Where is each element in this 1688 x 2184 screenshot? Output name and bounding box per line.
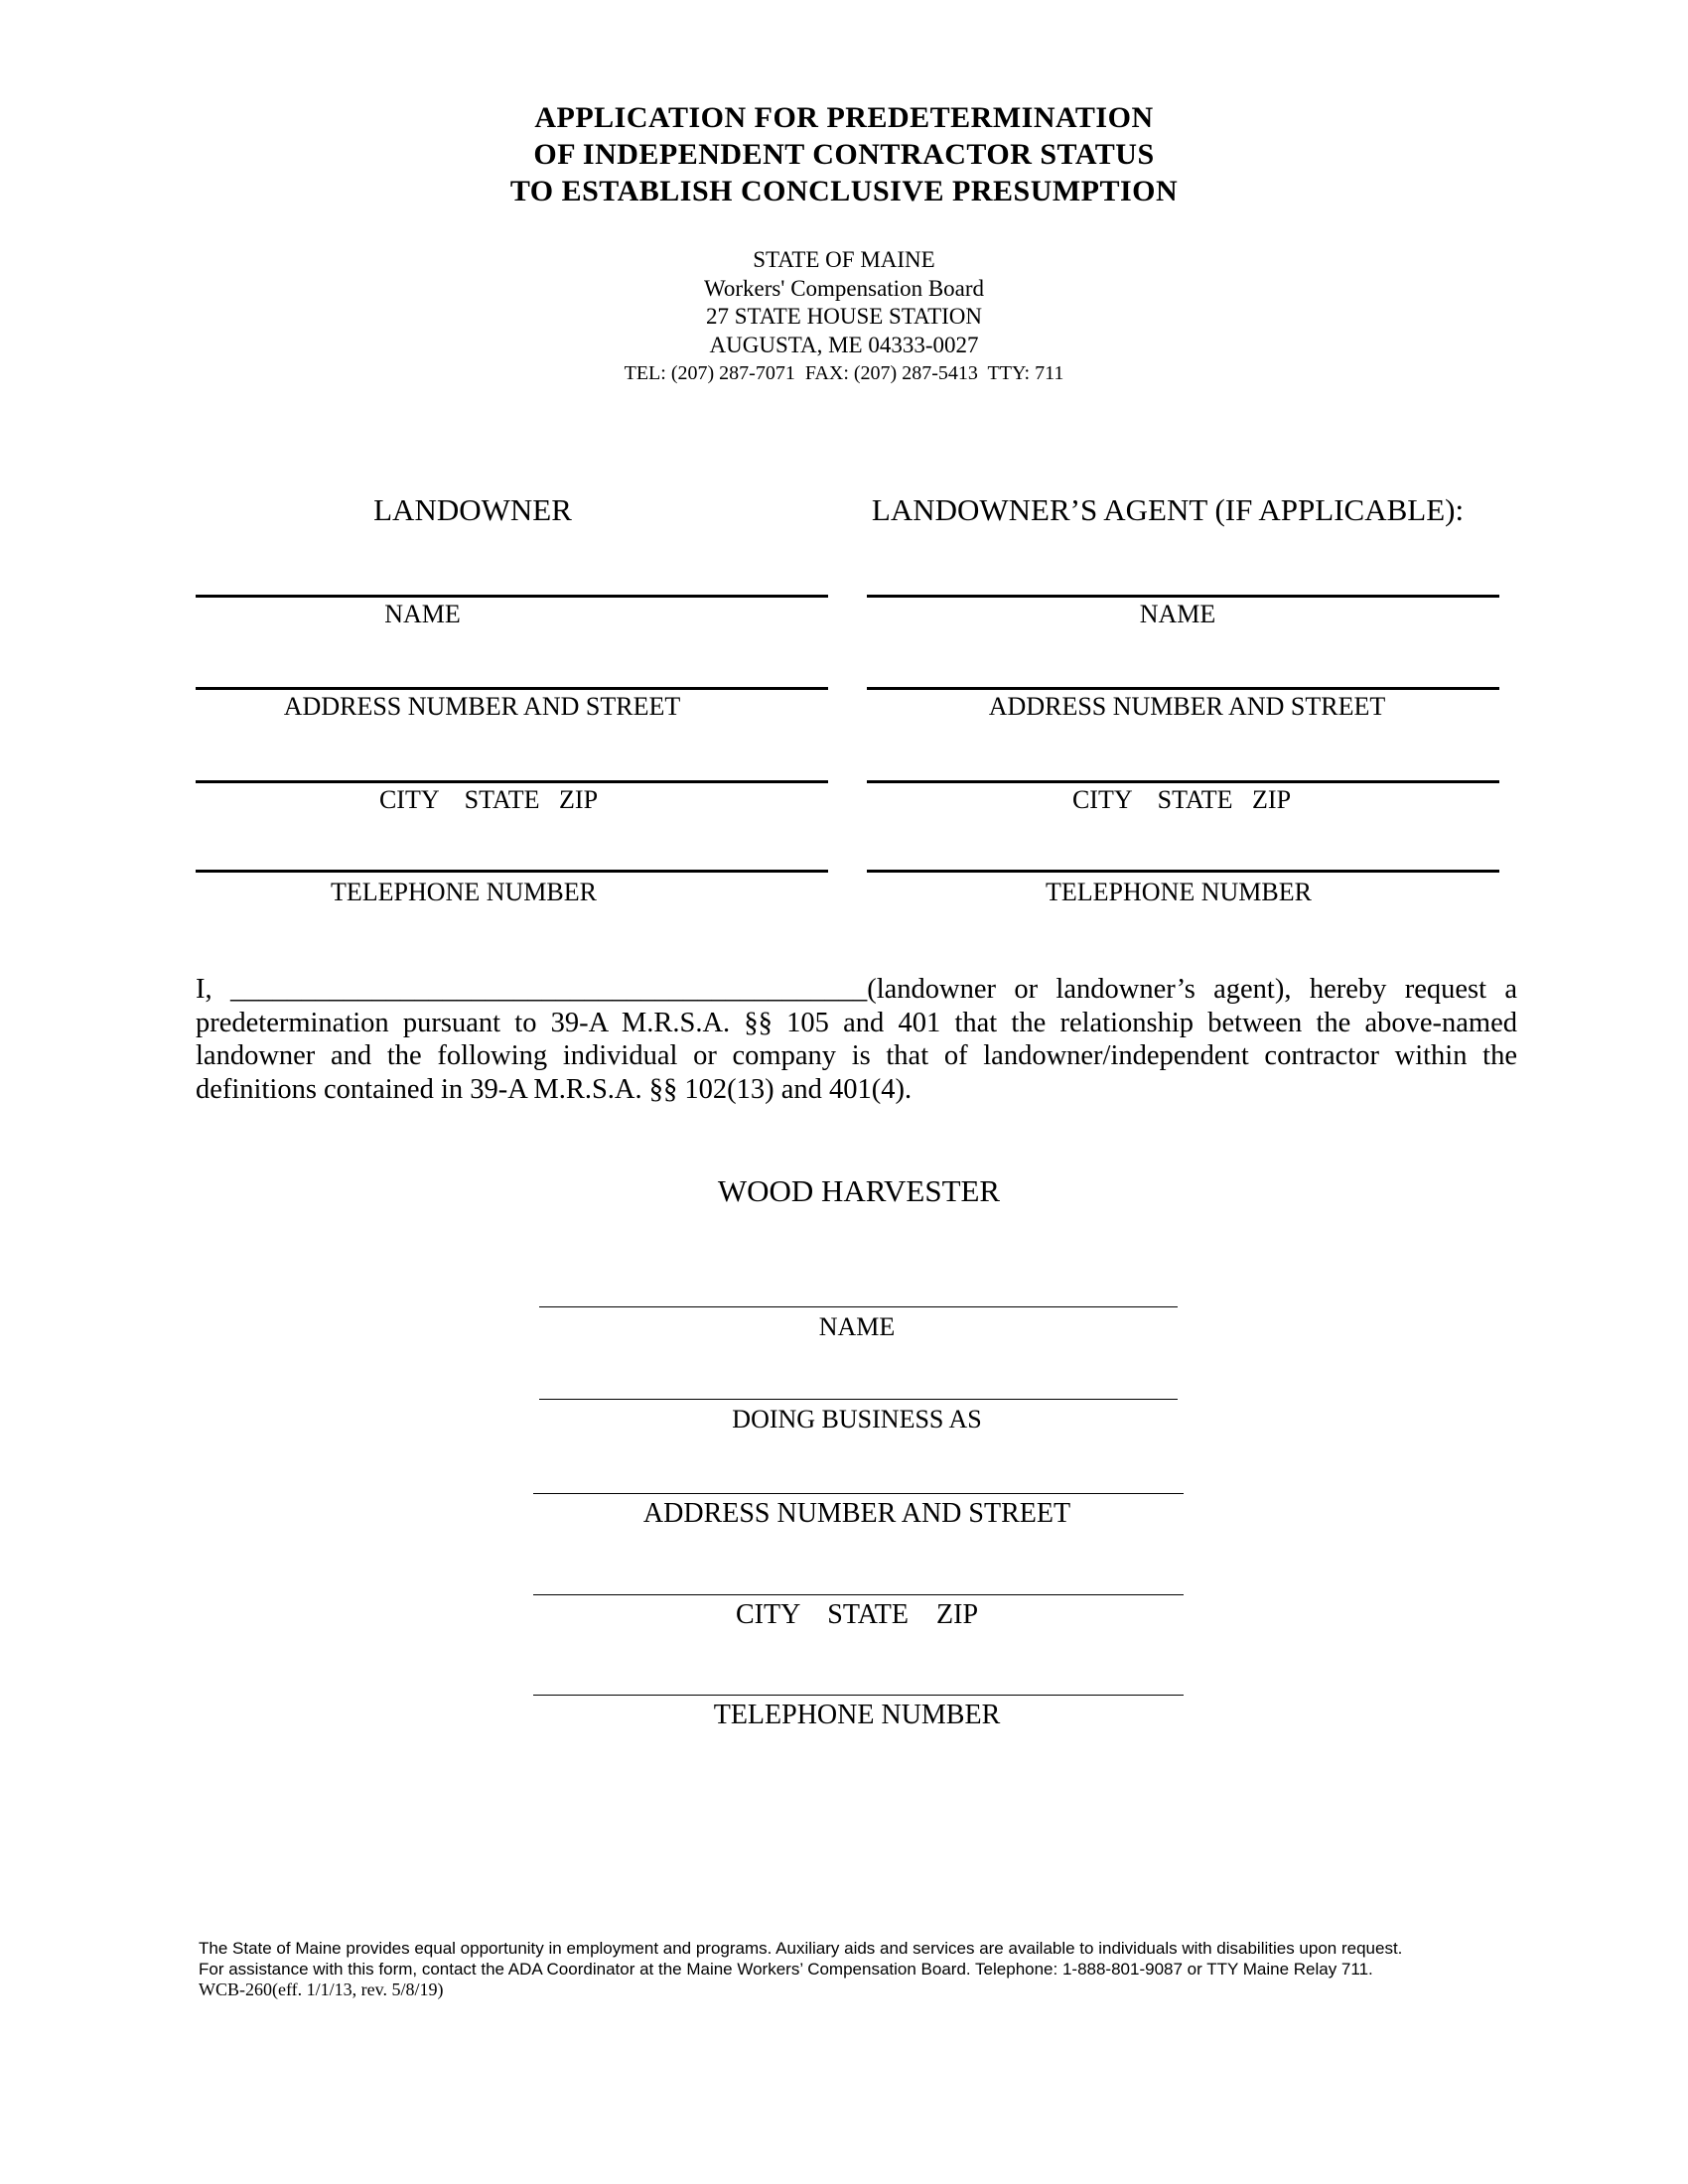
agency-street: 27 STATE HOUSE STATION: [705, 304, 983, 329]
harvester-phone-field[interactable]: [533, 1695, 1184, 1696]
title-line-3: TO ESTABLISH CONCLUSIVE PRESUMPTION: [509, 175, 1179, 207]
harvester-address-label: ADDRESS NUMBER AND STREET: [642, 1498, 1071, 1529]
footer: [199, 1938, 1402, 2000]
title-line-1: APPLICATION FOR PREDETERMINATION: [534, 101, 1154, 134]
landowner-phone-label: TELEPHONE NUMBER: [331, 878, 597, 906]
landowner-name-label: NAME: [384, 600, 461, 628]
requester-name-blank[interactable]: _____________________________________________: [229, 974, 868, 1005]
agency-board: Workers' Compensation Board: [703, 275, 985, 301]
landowner-city-label: CITY STATE ZIP: [378, 785, 599, 814]
agent-address-label: ADDRESS NUMBER AND STREET: [988, 692, 1386, 721]
agency-state: STATE OF MAINE: [753, 247, 935, 272]
landowner-address-field[interactable]: [196, 687, 828, 690]
harvester-dba-label: DOING BUSINESS AS: [732, 1405, 982, 1433]
harvester-address-field[interactable]: [533, 1493, 1184, 1494]
agent-phone-field[interactable]: [867, 870, 1499, 873]
agent-name-label: NAME: [1139, 600, 1216, 628]
footer-ada-contact: For assistance with this form, contact the ADA Coordinator at the Maine Workers’ Compensation Board. Telephone: 1-888-801-9087 or TTY Maine Relay 711.: [199, 1960, 1373, 1979]
agent-city-label: CITY STATE ZIP: [1071, 785, 1292, 814]
landowner-heading: LANDOWNER: [373, 492, 572, 527]
request-text: (landowner or landowner’s agent), hereby request a predetermination pursuant to 39-A M.R.S.A. §§ 105 and 401 that the relationship between the above-named landowner and the following individual or company is that of landowner/independent contractor within the definitions contained in 39-A M.R.S.A. §§ 102(13) and 401(4).: [196, 974, 1517, 1105]
agent-name-field[interactable]: [867, 595, 1499, 598]
harvester-city-label: CITY STATE ZIP: [735, 1599, 979, 1630]
landowner-phone-field[interactable]: [196, 870, 828, 873]
form-id: WCB-260(eff. 1/1/13, rev. 5/8/19): [199, 1979, 444, 1999]
harvester-name-label: NAME: [818, 1312, 896, 1341]
title-line-2: OF INDEPENDENT CONTRACTOR STATUS: [533, 138, 1155, 171]
agency-phones: TEL: (207) 287-7071 FAX: (207) 287-5413 TTY: 711: [624, 362, 1064, 384]
agency-address: [0, 246, 1688, 388]
harvester-phone-label: TELEPHONE NUMBER: [713, 1700, 1001, 1730]
landowner-address-label: ADDRESS NUMBER AND STREET: [283, 692, 681, 721]
harvester-city-field[interactable]: [533, 1594, 1184, 1595]
footer-equal-opportunity: The State of Maine provides equal opportunity in employment and programs. Auxiliary aids and services are available to individuals with disabilities upon request.: [199, 1939, 1403, 1958]
harvester-dba-field[interactable]: [539, 1399, 1178, 1400]
landowner-city-field[interactable]: [196, 780, 828, 783]
agent-city-field[interactable]: [867, 780, 1499, 783]
landowner-name-field[interactable]: [196, 595, 828, 598]
harvester-heading: WOOD HARVESTER: [717, 1173, 1001, 1208]
request-paragraph: [196, 973, 1517, 1106]
form-title: [0, 99, 1688, 209]
harvester-name-field[interactable]: [539, 1306, 1178, 1307]
agent-heading: LANDOWNER’S AGENT (IF APPLICABLE):: [871, 492, 1465, 527]
agent-address-field[interactable]: [867, 687, 1499, 690]
agent-phone-label: TELEPHONE NUMBER: [1046, 878, 1312, 906]
agency-city: AUGUSTA, ME 04333-0027: [709, 332, 979, 357]
request-prefix: I,: [196, 974, 230, 1005]
